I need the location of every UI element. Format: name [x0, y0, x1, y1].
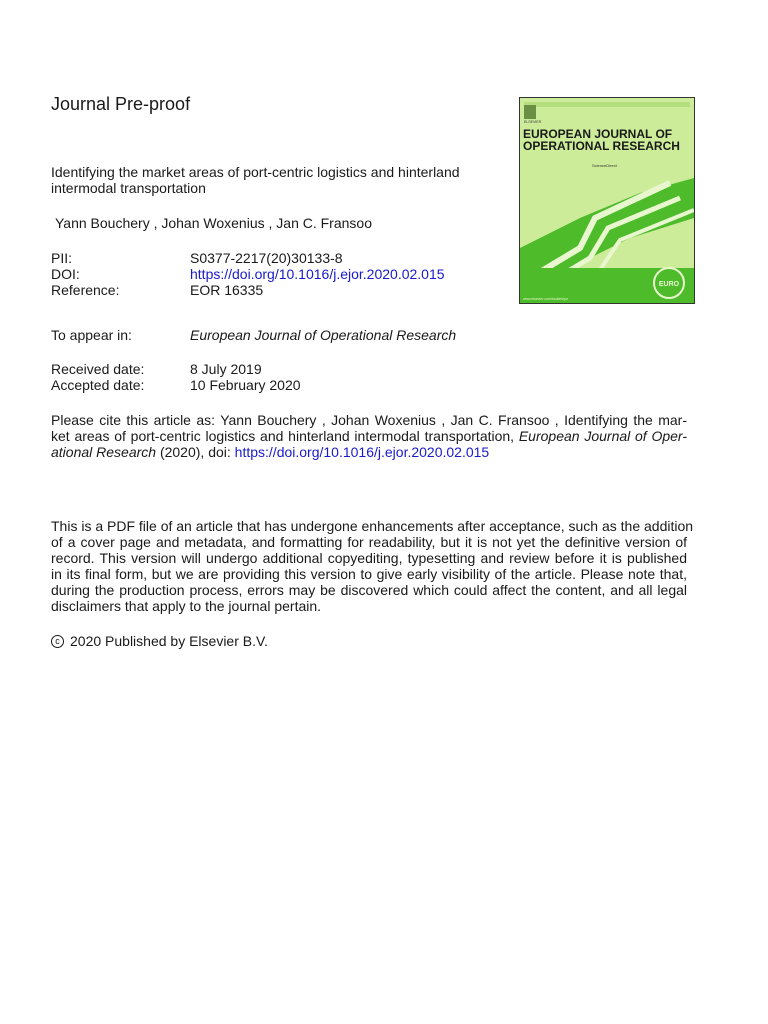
disclaimer-paragraph — [51, 518, 694, 614]
received-label: Received date: — [51, 361, 145, 377]
doi-link[interactable]: https://doi.org/10.1016/j.ejor.2020.02.015 — [190, 266, 445, 282]
euro-logo-text: EURO — [658, 281, 680, 288]
appear-in-label: To appear in: — [51, 327, 132, 343]
cover-footer-url: www.elsevier.com/locate/ejor — [523, 297, 568, 301]
disclaimer-line: This is a PDF file of an article that has undergone enhancements after acceptance, such as the addition — [51, 518, 694, 534]
disclaimer-line: disclaimers that apply to the journal pertain. — [51, 598, 322, 614]
citation-line — [51, 428, 687, 444]
journal-cover-art — [520, 98, 694, 303]
cover-sciencedirect: ScienceDirect — [592, 163, 617, 168]
cover-header-strip — [524, 102, 690, 107]
citation-text: (2020), doi: — [156, 444, 235, 460]
cover-publisher: ELSEVIER — [524, 120, 542, 124]
citation-doi-link[interactable]: https://doi.org/10.1016/j.ejor.2020.02.015 — [234, 444, 490, 460]
pii-label: PII: — [51, 250, 73, 266]
citation-line — [51, 444, 687, 460]
citation-text: ket areas of port-centric logistics and hinterland intermodal transportation, — [51, 428, 519, 444]
copyright-text: 2020 Published by Elsevier B.V. — [70, 633, 268, 649]
copyright-notice — [51, 632, 268, 650]
disclaimer-line: in its final form, but we are providing this version to give early visibility of the article. Please note that, — [51, 566, 687, 582]
elsevier-logo-icon — [524, 105, 536, 119]
citation-journal: ational Research — [51, 444, 157, 460]
pii-value: S0377-2217(20)30133-8 — [190, 250, 343, 266]
copyright-icon: c — [51, 635, 64, 648]
citation-journal: European Journal of Oper- — [518, 428, 688, 444]
doi-label: DOI: — [51, 266, 80, 282]
article-authors: Yann Bouchery , Johan Woxenius , Jan C. Fransoo — [55, 215, 372, 231]
reference-label: Reference: — [51, 282, 120, 298]
cover-journal-line1: EUROPEAN JOURNAL OF — [523, 127, 673, 141]
disclaimer-line: of a cover page and metadata, and formatting for readability, but it is not yet the definitive version of — [51, 534, 687, 550]
citation-block — [51, 412, 687, 460]
disclaimer-line: during the production process, errors may be discovered which could affect the content, and all legal — [51, 582, 687, 598]
journal-cover-image — [519, 97, 695, 304]
appear-in-journal: European Journal of Operational Research — [190, 327, 457, 343]
reference-value: EOR 16335 — [190, 282, 264, 298]
accepted-value: 10 February 2020 — [190, 377, 301, 393]
citation-line: Please cite this article as: Yann Bouchery , Johan Woxenius , Jan C. Fransoo , Identifying the mar- — [51, 412, 687, 428]
accepted-label: Accepted date: — [51, 377, 145, 393]
journal-pre-proof-heading: Journal Pre-proof — [51, 94, 191, 114]
disclaimer-line: record. This version will undergo additional copyediting, typesetting and review before it is published — [51, 550, 687, 566]
cover-journal-line2: OPERATIONAL RESEARCH — [523, 139, 680, 153]
article-title: Identifying the market areas of port-centric logistics and hinterland intermodal transportation — [51, 164, 460, 196]
received-value: 8 July 2019 — [190, 361, 262, 377]
